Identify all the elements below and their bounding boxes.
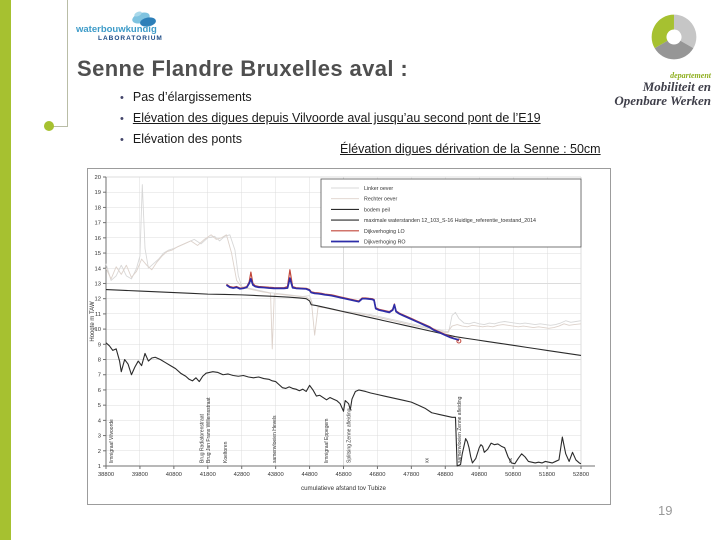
bullet-item: • Elévation des ponts: [120, 132, 242, 146]
elevation-chart: [88, 169, 610, 504]
bullet-icon: •: [120, 113, 124, 125]
svg-text:8: 8: [97, 357, 101, 364]
logo-laboratorium-text: LABORATORIUM: [98, 35, 163, 42]
svg-text:16: 16: [94, 235, 101, 242]
decorative-horizontal-line: [53, 126, 68, 127]
mow-departement-logo: [614, 10, 711, 108]
left-accent-bar: [0, 0, 11, 540]
logo-mobiliteit-text: Mobiliteit en: [642, 79, 711, 94]
svg-text:4: 4: [97, 418, 101, 425]
svg-text:Koeltoren: Koeltoren: [222, 441, 229, 463]
svg-text:Dijkverhoging LO: Dijkverhoging LO: [364, 228, 405, 235]
bullet-list: [120, 87, 541, 150]
svg-text:xx: xx: [424, 458, 431, 463]
svg-text:14: 14: [94, 266, 101, 273]
logo-departement-text: departement: [670, 71, 711, 80]
svg-text:Brug Jan Frans Willemsstraat: Brug Jan Frans Willemsstraat: [205, 397, 212, 463]
svg-text:10: 10: [94, 327, 101, 334]
logo-waterbouwkundig-text: waterbouwkundig: [76, 24, 157, 35]
svg-text:3: 3: [97, 433, 101, 440]
bullet-icon: •: [120, 92, 124, 104]
svg-text:52800: 52800: [572, 472, 590, 478]
svg-text:46800: 46800: [369, 472, 386, 478]
svg-text:2: 2: [97, 448, 101, 455]
svg-text:18: 18: [94, 205, 101, 212]
mow-pinwheel-icon: [643, 10, 705, 64]
svg-text:maximale waterstanden 12_103_S: maximale waterstanden 12_103_S-16 Huidige_referentie_toestand_2014: [364, 218, 536, 225]
svg-text:44800: 44800: [301, 472, 318, 478]
svg-text:5: 5: [97, 403, 101, 410]
svg-text:40800: 40800: [165, 472, 182, 478]
svg-text:13: 13: [94, 281, 101, 288]
svg-text:50800: 50800: [505, 472, 522, 478]
svg-text:limnigraaf Vilvoorde: limnigraaf Vilvoorde: [109, 419, 116, 463]
svg-text:bodem peil: bodem peil: [364, 207, 390, 214]
bullet-icon: •: [120, 134, 124, 146]
svg-text:Linker oever: Linker oever: [364, 186, 394, 192]
svg-text:Rechter oever: Rechter oever: [364, 196, 398, 203]
svg-text:Hoogte m TAW: Hoogte m TAW: [90, 301, 96, 342]
svg-text:51800: 51800: [539, 472, 556, 478]
logo-openbare-werken-text: Openbare Werken: [614, 93, 711, 108]
svg-text:19: 19: [94, 190, 101, 197]
svg-text:39800: 39800: [131, 472, 148, 478]
chart-container: [87, 168, 611, 505]
svg-text:Dijkverhoging RO: Dijkverhoging RO: [364, 239, 406, 246]
svg-text:15: 15: [94, 251, 101, 258]
svg-text:7: 7: [97, 372, 101, 379]
bullet-item: • Elévation des digues depuis Vilvoorde aval jusqu’au second pont de l’E19: [120, 111, 541, 125]
svg-text:samenvloeien Zenne afleiding: samenvloeien Zenne afleiding: [456, 396, 463, 463]
chart-caption: Élévation digues dérivation de la Senne : 50cm: [340, 142, 601, 156]
svg-text:45800: 45800: [335, 472, 352, 478]
page-title: Senne Flandre Bruxelles aval :: [77, 56, 409, 81]
svg-text:47800: 47800: [403, 472, 420, 478]
svg-text:20: 20: [94, 175, 101, 181]
svg-text:12: 12: [94, 296, 101, 303]
svg-text:limnigraaf Eppegem: limnigraaf Eppegem: [323, 418, 330, 463]
bullet-item: • Pas d’élargissements: [120, 90, 252, 104]
svg-text:38800: 38800: [97, 472, 115, 478]
svg-text:41800: 41800: [199, 472, 216, 478]
page-number: 19: [658, 503, 673, 518]
svg-text:6: 6: [97, 387, 101, 394]
decorative-green-dot: [44, 121, 54, 131]
svg-text:Splitsing Zenne afleiding: Splitsing Zenne afleiding: [346, 408, 353, 463]
svg-text:49800: 49800: [471, 472, 488, 478]
svg-text:48800: 48800: [437, 472, 454, 478]
svg-text:9: 9: [97, 342, 101, 349]
svg-text:samenvloeien Hevels: samenvloeien Hevels: [271, 415, 278, 463]
svg-text:xx: xx: [507, 458, 514, 463]
decorative-vertical-line: [67, 0, 68, 127]
svg-text:11: 11: [94, 311, 101, 318]
svg-text:42800: 42800: [233, 472, 250, 478]
svg-text:Brug Radiatorenstraat: Brug Radiatorenstraat: [199, 414, 206, 463]
svg-text:cumulatieve afstand tov Tubize: cumulatieve afstand tov Tubize: [301, 485, 386, 492]
svg-text:17: 17: [94, 220, 101, 227]
svg-text:43800: 43800: [267, 472, 284, 478]
svg-text:1: 1: [97, 464, 101, 470]
